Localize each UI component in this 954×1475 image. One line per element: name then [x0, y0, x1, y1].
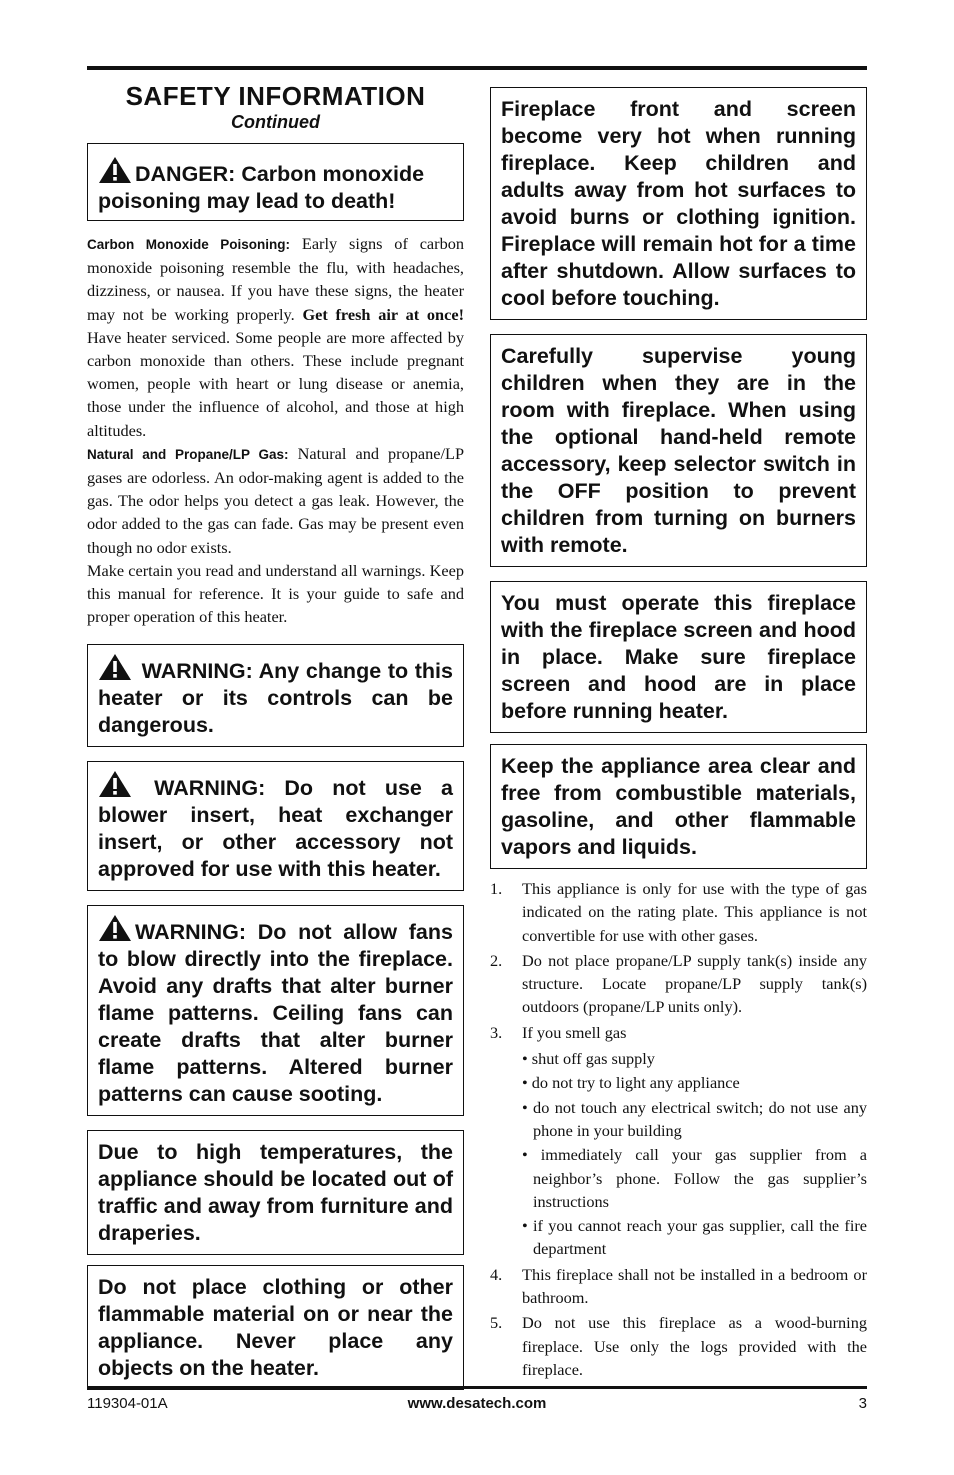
bullet-item: • do not touch any electrical switch; do not use any phone in your building	[522, 1097, 867, 1140]
list-number: 4.	[490, 1264, 503, 1284]
bullet-item: • shut off gas supply	[522, 1049, 655, 1069]
bullet-item: • do not try to light any appliance	[522, 1073, 740, 1093]
left-column	[87, 78, 464, 1390]
list-item	[490, 1311, 867, 1381]
hot-surfaces-box: Fireplace front and screen become very hot when running fireplace. Keep children and adults away from hot surfaces to avoid burns or clothing ignition. Fireplace will remain hot for a time after shutdown. Allow surfaces to cool before touching.	[490, 87, 867, 320]
list-text: If you smell gas	[522, 1022, 627, 1042]
website-link[interactable]: www.desatech.com	[407, 1395, 547, 1412]
section-title: SAFETY INFORMATION	[125, 81, 426, 111]
warning-box-change	[87, 644, 464, 747]
co-lead: Carbon Monoxide Poisoning:	[87, 237, 291, 252]
warning-blower-text: WARNING: Do not use a blower insert, heat exchanger insert, or other accessory not approved for use with this heater.	[98, 776, 453, 882]
bullet-item: • if you cannot reach your gas supplier, call the fire department	[522, 1216, 867, 1259]
list-number: 5.	[490, 1313, 503, 1333]
warning-box-fans	[87, 905, 464, 1116]
top-rule	[87, 66, 867, 70]
list-number: 3.	[490, 1022, 503, 1042]
read-manual-paragraph: Make certain you read and understand all warnings. Keep this manual for reference. It is your guide to safe and proper operation of this heater.	[87, 560, 464, 627]
bottom-rule	[87, 1386, 867, 1389]
list-item	[490, 877, 867, 947]
temperature-box: Due to high temperatures, the appliance should be located out of traffic and away from furniture and draperies.	[87, 1130, 464, 1255]
clothing-box: Do not place clothing or other flammable material on or near the appliance. Never place any objects on the heater.	[87, 1265, 464, 1390]
list-text: Do not use this fireplace as a wood-burning fireplace. Use only the logs provided with the fireplace.	[522, 1313, 867, 1379]
danger-box	[87, 143, 464, 221]
warning-box-blower	[87, 761, 464, 891]
co-poisoning-paragraph	[87, 232, 464, 442]
gas-text: Natural and propane/LP gases are odorless. An odor-making agent is added to the gas. The odor helps you detect a gas leak. However, the odor added to the gas can fade. Gas may be present even though no odor exists.	[87, 443, 464, 557]
section-subtitle: Continued	[231, 112, 320, 132]
gas-lead: Natural and Propane/LP Gas:	[87, 446, 289, 462]
warning-fans-text: WARNING: Do not allow fans to blow directly into the fireplace. Avoid any drafts that alter burner flame patterns. Ceiling fans can create drafts that alter burner flame patterns. Altered burner patterns can cause sooting.	[98, 920, 453, 1107]
safety-list	[490, 877, 867, 1381]
warning-triangle-icon	[98, 770, 132, 798]
doc-number: 119304-01A	[87, 1395, 168, 1412]
screen-hood-box: You must operate this fireplace with the fireplace screen and hood in place. Make sure fireplace screen and hood are in place before running heater.	[490, 581, 867, 733]
gas-paragraph	[87, 442, 464, 559]
warning-triangle-icon	[98, 653, 132, 681]
danger-prefix: DANGER:	[135, 162, 236, 186]
list-item	[490, 1263, 867, 1310]
gas-smell-bullets	[522, 1047, 867, 1261]
co-text-1: Early signs of carbon monoxide poisoning resemble the flu, with headaches, dizziness, or nausea. If you have these signs, the heater may not be working properly.	[87, 234, 465, 324]
warning-triangle-icon	[98, 914, 132, 942]
area-clear-box: Keep the appliance area clear and free from combustible materials, gasoline, and other flammable vapors and liquids.	[490, 744, 867, 869]
list-text: This appliance is only for use with the type of gas indicated on the rating plate. This appliance is not convertible for use with other gases.	[522, 879, 867, 945]
list-number: 2.	[490, 950, 503, 970]
bullet-item: • immediately call your gas supplier from a neighbor’s phone. Follow the gas supplier’s instructions	[522, 1145, 867, 1211]
list-item	[490, 949, 867, 1019]
warning-change-text: WARNING: Any change to this heater or its controls can be dangerous.	[98, 659, 453, 738]
list-item	[490, 1021, 867, 1261]
co-bold: Get fresh air at once!	[302, 304, 464, 324]
danger-text: Carbon monoxide poisoning may lead to death!	[98, 162, 425, 213]
supervise-children-box: Carefully supervise young children when they are in the room with fireplace. When using the optional hand-held remote accessory, keep selector switch in the OFF position to prevent children from turning on burners with remote.	[490, 334, 867, 567]
page-number: 3	[858, 1395, 867, 1412]
list-number: 1.	[490, 879, 503, 898]
page-footer	[87, 1395, 867, 1417]
warning-triangle-icon	[98, 156, 132, 184]
co-text-2: Have heater serviced. Some people are more affected by carbon monoxide than others. These include pregnant women, people with heart or lung disease or anemia, those under the influence of alcohol, and those at high altitudes.	[87, 327, 464, 440]
list-text: This fireplace shall not be installed in a bedroom or bathroom.	[522, 1264, 867, 1308]
right-column	[490, 87, 867, 1383]
list-text: Do not place propane/LP supply tank(s) inside any structure. Locate propane/LP supply tank(s) outdoors (propane/LP units only).	[522, 950, 867, 1017]
